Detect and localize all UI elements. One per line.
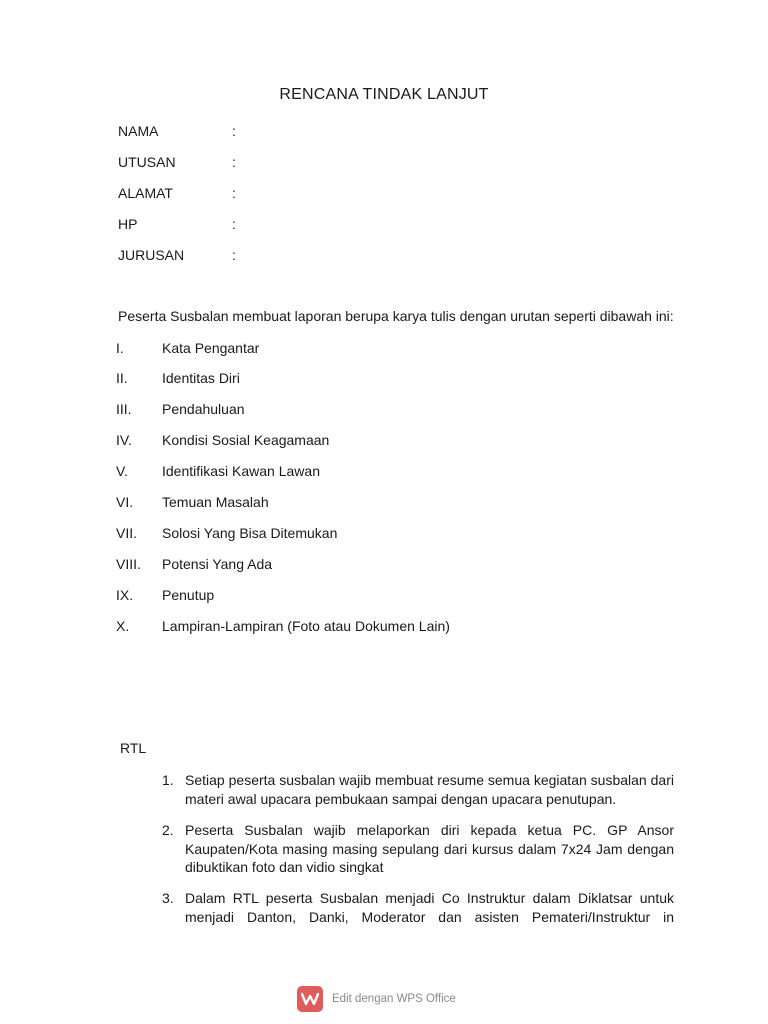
field-label: ALAMAT (118, 185, 173, 201)
rtl-list-item (162, 821, 674, 877)
outline-text: Lampiran-Lampiran (Foto atau Dokumen Lain) (162, 618, 450, 634)
outline-item (116, 585, 214, 605)
outline-text: Kata Pengantar (162, 340, 260, 356)
intro-paragraph: Peserta Susbalan membuat laporan berupa karya tulis dengan urutan seperti dibawah ini: (118, 308, 674, 324)
wps-office-logo-icon (297, 986, 323, 1012)
rtl-item-text: Setiap peserta susbalan wajib membuat resume semua kegiatan susbalan dari materi awal upacara pembukaan sampai dengan upacara penutupan. (185, 772, 674, 807)
outline-text: Potensi Yang Ada (162, 556, 273, 572)
field-label: JURUSAN (118, 247, 185, 263)
outline-number: VI. (116, 494, 134, 510)
outline-item (116, 523, 337, 543)
outline-number: IX. (116, 587, 134, 603)
outline-item (116, 616, 450, 636)
rtl-heading: RTL (120, 740, 147, 756)
outline-number: I. (116, 340, 124, 356)
outline-number: VII. (116, 525, 138, 541)
outline-item (116, 399, 245, 419)
outline-item (116, 554, 272, 574)
outline-text: Pendahuluan (162, 401, 245, 417)
outline-text: Kondisi Sosial Keagamaan (162, 432, 330, 448)
field-label: NAMA (118, 123, 159, 139)
outline-number: VIII. (116, 556, 141, 572)
outline-number: X. (116, 618, 130, 634)
rtl-item-number: 3. (162, 890, 174, 906)
field-colon: : (232, 216, 236, 232)
outline-number: II. (116, 370, 128, 386)
rtl-list-item (162, 889, 674, 926)
outline-item (116, 430, 329, 450)
field-alamat (118, 183, 236, 203)
outline-text: Penutup (162, 587, 215, 603)
field-colon: : (232, 185, 236, 201)
outline-text: Temuan Masalah (162, 494, 269, 510)
field-jurusan (118, 245, 236, 265)
outline-number: V. (116, 463, 128, 479)
outline-text: Solosi Yang Bisa Ditemukan (162, 525, 338, 541)
outline-number: III. (116, 401, 132, 417)
field-colon: : (232, 123, 236, 139)
field-hp (118, 214, 236, 234)
field-nama (118, 121, 236, 141)
document-title: RENCANA TINDAK LANJUT (279, 86, 489, 103)
outline-item (116, 368, 240, 388)
rtl-item-number: 2. (162, 822, 174, 838)
rtl-list-item (162, 771, 674, 808)
wps-watermark[interactable] (297, 986, 456, 1012)
rtl-item-number: 1. (162, 772, 174, 788)
outline-item (116, 338, 259, 358)
rtl-item-text: Peserta Susbalan wajib melaporkan diri kepada ketua PC. GP Ansor Kaupaten/Kota masing masing sepulang dari kursus dalam 7x24 Jam dengan dibuktikan foto dan vidio singkat (185, 822, 674, 875)
rtl-item-text: Dalam RTL peserta Susbalan menjadi Co Instruktur dalam Diklatsar untuk menjadi Danton, Danki, Moderator dan asisten Pemateri/Instruktur in (185, 890, 674, 925)
outline-text: Identitas Diri (162, 370, 240, 386)
field-utusan (118, 152, 236, 172)
field-colon: : (232, 247, 236, 263)
outline-item (116, 492, 269, 512)
outline-item (116, 461, 320, 481)
watermark-text: Edit dengan WPS Office (332, 993, 456, 1005)
outline-number: IV. (116, 432, 132, 448)
field-colon: : (232, 154, 236, 170)
field-label: UTUSAN (118, 154, 176, 170)
outline-text: Identifikasi Kawan Lawan (162, 463, 320, 479)
field-label: HP (118, 216, 138, 232)
